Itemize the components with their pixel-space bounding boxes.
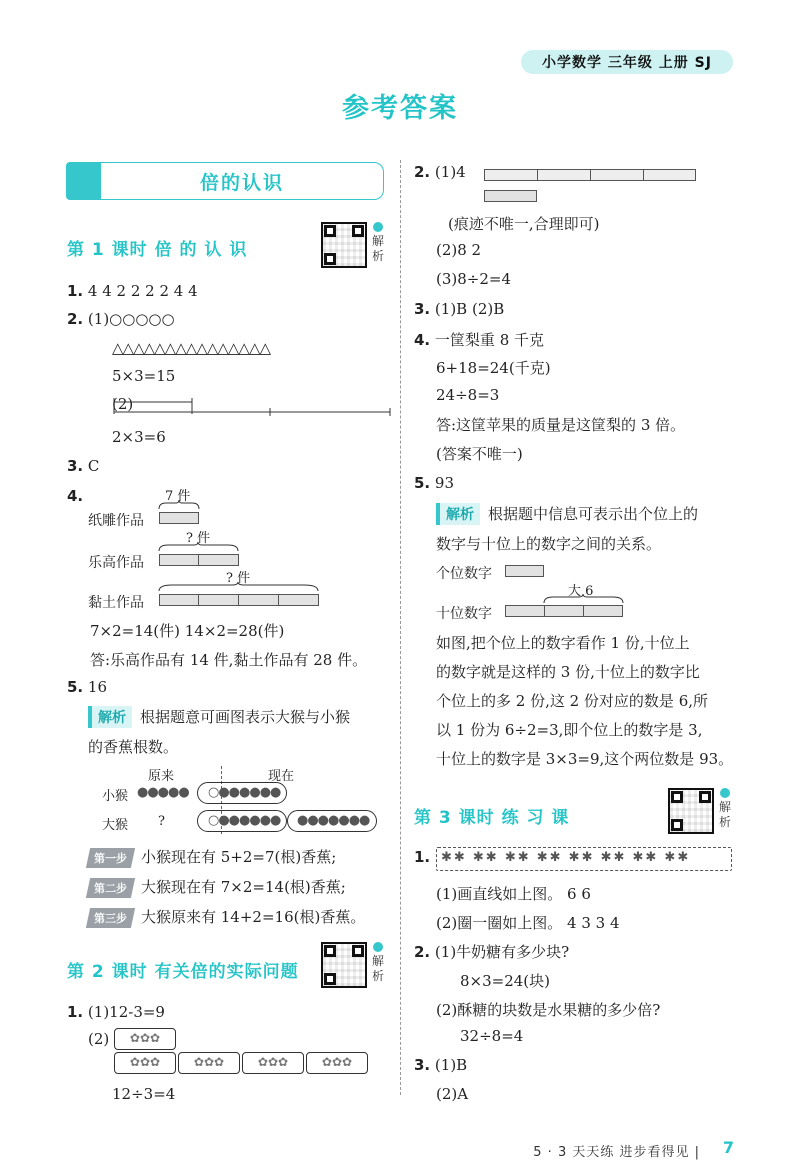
page-number: 7 — [722, 1138, 734, 1157]
question-number: 3. — [414, 300, 431, 318]
bar — [505, 565, 544, 577]
answer-text: (答案不唯一) — [436, 445, 523, 463]
footer-slogan: 5 · 3 天天练 进步看得见 | — [533, 1145, 700, 1160]
row-label: 纸雕作品 — [88, 513, 144, 529]
dots: ○●●●●●● — [208, 785, 281, 800]
lesson3-title: 第 3 课时 练 习 课 — [414, 808, 570, 828]
part-label: (2) — [112, 395, 134, 413]
answer-text: (2)A — [436, 1085, 469, 1103]
bar-divider — [590, 169, 591, 181]
analysis-line: 如图,把个位上的数字看作 1 份,十位上 — [436, 634, 690, 652]
bar — [159, 512, 199, 524]
page-footer — [0, 1138, 800, 1160]
header-tag: 小学数学 三年级 上册 SJ — [521, 50, 733, 74]
flower-box: ✿✿✿ — [242, 1052, 304, 1074]
question-number: 3. — [67, 457, 84, 475]
answer-text: (1)牛奶糖有多少块? — [434, 943, 570, 961]
dots: ●●●●● — [137, 785, 189, 800]
bar-divider — [583, 605, 584, 617]
bar-divider — [198, 554, 199, 566]
r-q5 — [414, 474, 454, 492]
flower-box: ✿✿✿ — [114, 1052, 176, 1074]
bar-label: 7 件 — [165, 489, 191, 504]
analysis-line: 数字与十位上的数字之间的关系。 — [436, 535, 662, 553]
qr-label: 解析 — [718, 788, 732, 830]
r-q3 — [414, 300, 504, 318]
equation: 7×2=14(件) 14×2=28(件) — [90, 622, 285, 640]
brace — [158, 542, 240, 552]
equation: 12÷3=4 — [112, 1085, 176, 1103]
analysis-line: 以 1 份为 6÷2=3,即个位上的数字是 3, — [436, 721, 703, 739]
bar-divider — [278, 594, 279, 606]
equation: 2×3=6 — [112, 428, 166, 446]
question-number: 4. — [67, 487, 84, 505]
r-l3-q1-number — [414, 848, 430, 866]
flower-box: ✿✿✿ — [306, 1052, 368, 1074]
l1-q3 — [67, 457, 99, 475]
answer-text: 一筐梨重 8 千克 — [434, 331, 545, 349]
diagram-label: 大猴 — [102, 818, 129, 833]
equation: 5×3=15 — [112, 367, 176, 385]
answer-text: (3)8÷2=4 — [436, 270, 512, 288]
analysis-line: 个位上的多 2 份,这 2 份对应的数是 6,所 — [436, 692, 709, 710]
dots: ●●●●●●● — [297, 813, 370, 828]
section-banner — [66, 162, 384, 200]
question-number: 1. — [67, 1003, 84, 1021]
question-number: 3. — [414, 1056, 431, 1074]
row-label: 乐高作品 — [88, 555, 144, 571]
answer-text: (1)B (2)B — [434, 300, 505, 318]
part-label: (2) — [88, 1030, 110, 1048]
l2-q1 — [67, 1003, 165, 1021]
analysis-line: 解析 根据题中信息可表示出个位上的 — [436, 503, 698, 525]
row-label: 个位数字 — [436, 566, 492, 582]
analysis-line: 十位上的数字是 3×3=9,这个两位数是 93。 — [436, 750, 734, 768]
answer-text: C — [87, 457, 100, 475]
row-label: 黏土作品 — [88, 595, 144, 611]
question-number: 1. — [414, 848, 431, 866]
section-title: 倍的认识 — [199, 171, 284, 194]
question-number: 2. — [67, 310, 84, 328]
bar-divider — [238, 594, 239, 606]
diagram-label: 原来 — [148, 769, 175, 784]
lesson1-title: 第 1 课时 倍 的 认 识 — [67, 240, 248, 260]
answer-text: 4 4 2 2 2 2 4 4 — [87, 282, 198, 300]
question-number: 2. — [414, 943, 431, 961]
l1-q1 — [67, 282, 198, 300]
bar — [505, 605, 623, 617]
answer-text: (1)画直线如上图。 6 6 — [436, 885, 591, 903]
lesson2-title: 第 2 课时 有关倍的实际问题 — [67, 962, 299, 982]
bar-divider — [198, 594, 199, 606]
flower-box: ✿✿✿ — [178, 1052, 240, 1074]
answer-text: (2)圈一圈如上图。 4 3 3 4 — [436, 914, 620, 932]
l1-q4-number — [67, 487, 83, 505]
analysis-line: 解析 根据题意可画图表示大猴与小猴 — [88, 706, 350, 728]
bar — [484, 190, 537, 202]
question-number: 4. — [414, 331, 431, 349]
ant-row: ✱✱ ✱✱ ✱✱ ✱✱ ✱✱ ✱✱ ✱✱ ✱✱ — [436, 847, 732, 871]
diagram-label: 现在 — [268, 769, 295, 784]
bar-label: ? 件 — [226, 571, 251, 586]
flower-box: ✿✿✿ — [114, 1028, 176, 1050]
column-divider — [400, 160, 401, 1095]
bar — [159, 554, 239, 566]
triangles-row: △△△△△△△△△△△△△△△ — [112, 339, 271, 357]
answer-text: 6+18=24(千克) — [436, 359, 551, 377]
note-text: (痕迹不唯一,合理即可) — [448, 215, 600, 233]
equation: 8×3=24(块) — [460, 972, 551, 990]
answer-text: (1)○○○○○ — [87, 310, 175, 328]
page-title: 参考答案 — [342, 93, 458, 124]
question-number: 1. — [67, 282, 84, 300]
qr-label: 解析 — [371, 222, 385, 264]
answer-text: 答:乐高作品有 14 件,黏土作品有 28 件。 — [90, 651, 368, 669]
step-line: 第三步 大猴原来有 14+2=16(根)香蕉。 — [88, 906, 365, 928]
step-tag: 第二步 — [86, 878, 135, 898]
line-diagram — [112, 396, 392, 418]
diagram-label: ? — [158, 814, 165, 829]
l1-q5 — [67, 678, 107, 696]
answer-text: 答:这筐苹果的质量是这筐梨的 3 倍。 — [436, 416, 686, 434]
r-l3-q3 — [414, 1056, 467, 1074]
bar-label: ? 件 — [186, 531, 211, 546]
qr-code-icon[interactable] — [321, 222, 367, 268]
analysis-tag: 解析 — [88, 706, 132, 728]
question-number: 2. — [414, 163, 431, 181]
answer-text: 24÷8=3 — [436, 386, 500, 404]
bar — [159, 594, 319, 606]
analysis-line: 的数字就是这样的 3 份,十位上的数字比 — [436, 663, 700, 681]
dots: ○●●●●●● — [208, 813, 281, 828]
question-number: 5. — [67, 678, 84, 696]
bar-divider — [537, 169, 538, 181]
analysis-tag: 解析 — [436, 503, 480, 525]
answer-text: (2)8 2 — [436, 241, 482, 259]
answer-text: 93 — [434, 474, 455, 492]
qr-code-icon[interactable] — [321, 942, 367, 988]
equation: 32÷8=4 — [460, 1027, 524, 1045]
diagram-label: 小猴 — [102, 789, 129, 804]
step-line: 第二步 大猴现在有 7×2=14(根)香蕉; — [88, 876, 346, 898]
bar-divider — [643, 169, 644, 181]
r-l3-q2 — [414, 941, 569, 962]
brace — [158, 500, 202, 510]
step-tag: 第一步 — [86, 848, 135, 868]
question-number: 5. — [414, 474, 431, 492]
answer-text: (1)4 — [434, 163, 466, 181]
r-q4 — [414, 329, 544, 350]
r-q2 — [414, 163, 466, 181]
brace — [158, 582, 320, 592]
answer-text: 16 — [87, 678, 108, 696]
brace — [543, 594, 625, 604]
qr-label: 解析 — [371, 942, 385, 984]
step-tag: 第三步 — [86, 908, 135, 928]
bar-label: 大 6 — [568, 584, 594, 599]
bar-divider — [544, 605, 545, 617]
l1-q2 — [67, 310, 175, 328]
banner-accent — [67, 163, 101, 199]
answer-text: (1)12-3=9 — [87, 1003, 165, 1021]
answer-text: (2)酥糖的块数是水果糖的多少倍? — [436, 1001, 661, 1019]
step-line: 第一步 小猴现在有 5+2=7(根)香蕉; — [88, 846, 336, 868]
analysis-line: 的香蕉根数。 — [88, 738, 179, 756]
qr-code-icon[interactable] — [668, 788, 714, 834]
row-label: 十位数字 — [436, 606, 492, 622]
answer-text: (1)B — [434, 1056, 468, 1074]
